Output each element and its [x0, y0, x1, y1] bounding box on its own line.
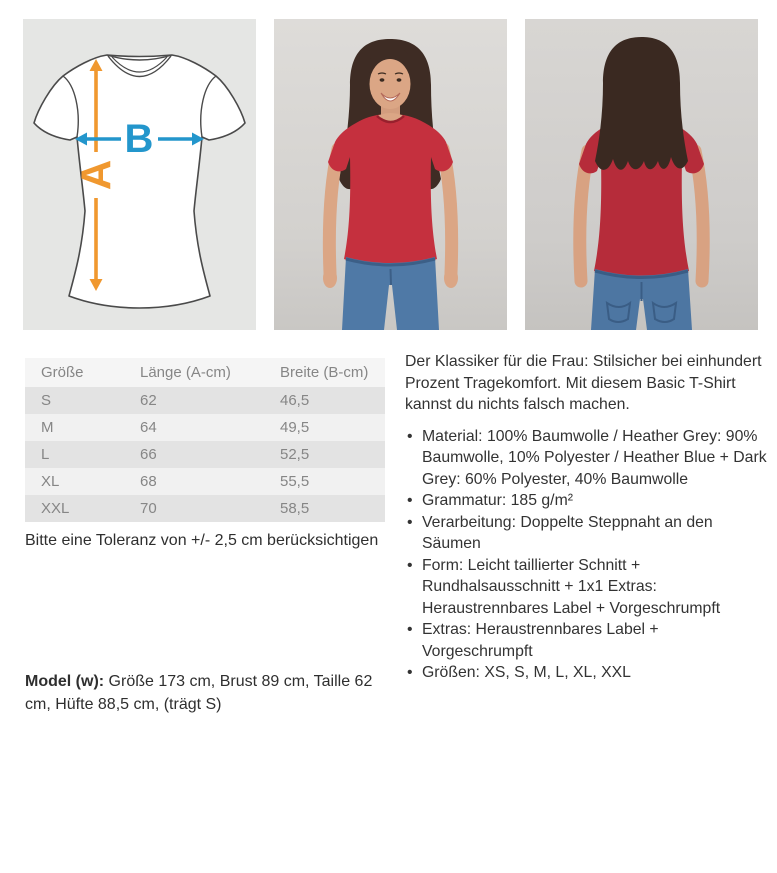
cell-length: 64 — [140, 414, 280, 441]
table-row — [25, 387, 385, 414]
model-back-image — [525, 19, 758, 330]
product-description — [405, 351, 767, 684]
jeans-fly — [391, 269, 392, 285]
hair-back-view — [595, 37, 688, 170]
table-header-row — [25, 358, 385, 387]
model-info — [25, 670, 393, 716]
cell-width: 49,5 — [280, 414, 385, 441]
table-row — [25, 468, 385, 495]
cell-length: 68 — [140, 468, 280, 495]
size-diagram-svg — [23, 19, 256, 330]
model-back-svg — [525, 19, 758, 330]
feature-item-grammatur: • Grammatur: 185 g/m² — [405, 490, 767, 512]
model-info-label: Model (w): — [25, 673, 105, 690]
left-hand — [323, 268, 337, 288]
header-width: Breite (B-cm) — [280, 358, 385, 387]
size-info-column — [25, 358, 393, 716]
feature-item-form: • Form: Leicht taillierter Schnitt + Rundhalsausschnitt + 1x1 Extras: Heraustrennbares Label + Vorgeschrumpft — [405, 555, 767, 620]
cell-width: 52,5 — [280, 441, 385, 468]
cell-size: XL — [25, 468, 140, 495]
table-row — [25, 495, 385, 522]
table-row — [25, 414, 385, 441]
left-eye — [380, 78, 385, 81]
model-front-svg — [274, 19, 507, 330]
header-length: Länge (A-cm) — [140, 358, 280, 387]
cell-size: L — [25, 441, 140, 468]
description-intro: Der Klassiker für die Frau: Stilsicher bei einhundert Prozent Tragekomfort. Mit diesem Basic T-Shirt kannst du nichts falsch machen. — [405, 353, 762, 413]
right-eye — [397, 78, 402, 81]
cell-size: XXL — [25, 495, 140, 522]
model-front-image — [274, 19, 507, 330]
feature-item-verarbeitung: • Verarbeitung: Doppelte Steppnaht an den Säumen — [405, 512, 767, 555]
label-a: A — [72, 159, 120, 191]
cell-width: 46,5 — [280, 387, 385, 414]
feature-item-material: • Material: 100% Baumwolle / Heather Grey: 90% Baumwolle, 10% Polyester / Heather Blue + Dark Grey: 60% Polyester, 40% Baumwolle — [405, 426, 767, 491]
feature-list — [405, 426, 767, 684]
cell-width: 55,5 — [280, 468, 385, 495]
cell-length: 66 — [140, 441, 280, 468]
cell-width: 58,5 — [280, 495, 385, 522]
cell-size: M — [25, 414, 140, 441]
header-size: Größe — [25, 358, 140, 387]
size-table — [25, 358, 385, 522]
size-diagram-image — [23, 19, 256, 330]
tolerance-note: Bitte eine Toleranz von +/- 2,5 cm berücksichtigen — [25, 532, 379, 549]
face — [370, 59, 411, 109]
right-hand — [444, 268, 458, 288]
feature-item-extras: • Extras: Heraustrennbares Label + Vorgeschrumpft — [405, 619, 767, 662]
table-row — [25, 441, 385, 468]
product-images — [23, 19, 758, 330]
cell-length: 62 — [140, 387, 280, 414]
label-b: B — [124, 117, 154, 161]
feature-item-groessen: • Größen: XS, S, M, L, XL, XXL — [405, 662, 767, 684]
cell-size: S — [25, 387, 140, 414]
model-info-text: Größe 173 cm, Brust 89 cm, Taille 62 cm, Hüfte 88,5 cm, (trägt S) — [25, 673, 373, 714]
cell-length: 70 — [140, 495, 280, 522]
